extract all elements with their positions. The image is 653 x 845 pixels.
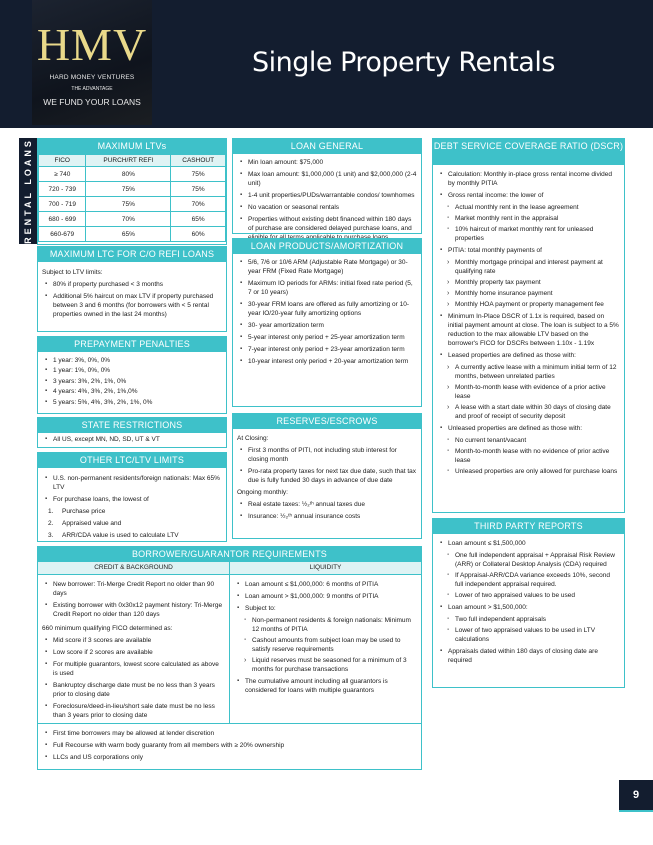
numbered-item	[42, 519, 222, 528]
logo-brand: HMV	[36, 19, 148, 70]
list-item: ▪ Maximum IO periods for ARMs: initial fixed rate period (5, 7 or 10 years)	[237, 279, 417, 297]
list-item: ▪ U.S. non-permanent residents/foreign nationals: Max 65% LTV	[42, 474, 222, 492]
list-item: ▪ For multiple guarantors, lowest score calculated as above is used	[42, 660, 225, 678]
sub-item: › Monthly HOA payment or property management fee	[437, 300, 620, 309]
list-item: ▪ 5-year interest only period + 25-year amortization term	[237, 333, 417, 342]
list-item: ▪ Additional 5% haircut on max LTV if property purchased between 3 and 6 months (for borrowers with < 5 rental properties owned in the last 24 months)	[42, 292, 222, 319]
borrower-footer	[38, 724, 421, 767]
numbered-text: Purchase price	[62, 508, 106, 515]
subheading: At Closing:	[237, 435, 269, 442]
section-title: MAXIMUM LTVs	[38, 139, 226, 154]
sub-item: › Monthly mortgage principal and interest payment at qualifying rate	[437, 258, 620, 276]
table-cell: 75%	[171, 167, 226, 182]
list-item: ▪ New borrower: Tri-Merge Credit Report no older than 90 days	[42, 580, 225, 598]
sub-item: ▪ Non-permanent residents & foreign nationals: Minimum 12 months of PITIA	[234, 616, 417, 634]
list-item: ▪ Bankruptcy discharge date must be no less than 3 years prior to closing date	[42, 681, 225, 699]
column-header: CASHOUT	[171, 155, 226, 167]
list-item: ▪ Existing borrower with 0x30x12 payment history: Tri-Merge Credit Report no older than 120 days	[42, 601, 225, 619]
sub-item: ▪ No current tenant/vacant	[437, 436, 620, 445]
other-limits-section	[37, 452, 227, 542]
numbered-text: Appraised value and	[62, 520, 122, 527]
table-row	[39, 227, 226, 242]
section-title: THIRD PARTY REPORTS	[433, 519, 624, 534]
max-ltvs-section	[37, 138, 227, 245]
ltv-table	[38, 154, 226, 242]
sub-item: › Monthly home insurance payment	[437, 289, 620, 298]
sub-item: ▪ Lower of two appraised values to be used in LTV calculations	[437, 626, 620, 644]
column-header: PURCH/RT REFI	[86, 155, 171, 167]
list-item: ▪ All US, except MN, ND, SD, UT & VT	[42, 435, 222, 444]
page-header	[0, 0, 653, 128]
table-row	[39, 212, 226, 227]
table-cell: 60%	[171, 227, 226, 242]
list-item: ▪ Loan amount ≤ $1,500,000	[437, 539, 620, 548]
sub-item: › A currently active lease with a minimum initial term of 12 months, between unrelated parties	[437, 363, 620, 381]
table-cell: 75%	[86, 182, 171, 197]
list-item: ▪ Unleased properties are defined as those with:	[437, 424, 620, 433]
sub-item: ▪ Lower of two appraised values to be used	[437, 591, 620, 600]
list-item: ▪ No vacation or seasonal rentals	[237, 203, 417, 212]
sub-item: › Monthly property tax payment	[437, 278, 620, 287]
page-title: Single Property Rentals	[252, 47, 555, 78]
list-item: ▪ Full Recourse with warm body guaranty from all members with ≥ 20% ownership	[42, 741, 417, 750]
reserves-section	[232, 413, 422, 539]
table-row	[39, 167, 226, 182]
sub-item: › A lease with a start date within 30 days of closing date and proof of receipt of security deposit	[437, 403, 620, 421]
liquidity-column	[230, 562, 421, 723]
sub-item: ▪ Actual monthly rent in the lease agreement	[437, 203, 620, 212]
logo-company: HARD MONEY VENTURES	[49, 74, 135, 81]
list-item: ▪ 80% if property purchased < 3 months	[42, 280, 222, 289]
sub-item: ▪ Cashout amounts from subject loan may be used to satisfy reserve requirements	[234, 636, 417, 654]
table-cell: 65%	[171, 212, 226, 227]
side-tab	[19, 138, 37, 244]
table-cell: 660-679	[39, 227, 86, 242]
max-ltc-section	[37, 246, 227, 332]
list-item: ▪ Minimum In-Place DSCR of 1.1x is required, based on initial payment amount at close. The loan is subject to a 5% reduction to the max allowable LTV based on the borrower's FICO for DSCRs between 1.10x - 1.19x	[437, 312, 620, 348]
table-cell: 680 - 699	[39, 212, 86, 227]
list-item: ▪ Loan amount > $1,500,000:	[437, 603, 620, 612]
list-item: ▪ Low score if 2 scores are available	[42, 648, 225, 657]
list-item: ▪ Appraisals dated within 180 days of closing date are required	[437, 647, 620, 665]
section-title: STATE RESTRICTIONS	[38, 418, 226, 433]
list-item: ▪ 5/6, 7/6 or 10/6 ARM (Adjustable Rate Mortgage) or 30-year FRM (Fixed Rate Mortgage)	[237, 258, 417, 276]
list-item: ▪ First time borrowers may be allowed at lender discretion	[42, 729, 417, 738]
list-item: ▪ 30-year FRM loans are offered as fully amortizing or 10-year IO/20-year fully amortizing options	[237, 300, 417, 318]
third-party-section	[432, 518, 625, 688]
subheading: 660 minimum qualifying FICO determined as:	[42, 625, 173, 632]
numbered-text: ARR/CDA value is used to calculate LTV	[62, 532, 179, 539]
list-item: ▪ PITIA: total monthly payments of	[437, 246, 620, 255]
section-title: PREPAYMENT PENALTIES	[38, 337, 226, 352]
list-item: ▪ First 3 months of PITI, not including stub interest for closing month	[237, 446, 417, 464]
list-item: ▪ 4 years: 4%, 3%, 2%, 1%,0%	[42, 387, 222, 396]
list-item: ▪ Min loan amount: $75,000	[237, 158, 417, 167]
list-item: ▪ 1 year: 1%, 0%, 0%	[42, 366, 222, 375]
dscr-section	[432, 138, 625, 513]
loan-products-section	[232, 238, 422, 407]
table-cell: 75%	[171, 182, 226, 197]
sub-item: ▪ Unleased properties are only allowed for purchase loans	[437, 467, 620, 476]
sub-item: ▪ If Appraisal-ARR/CDA variance exceeds 10%, second full independent appraisal required.	[437, 571, 620, 589]
section-title: OTHER LTC/LTV LIMITS	[38, 453, 226, 468]
table-cell: 70%	[86, 212, 171, 227]
list-item: ▪ Gross rental income: the lower of	[437, 191, 620, 200]
hmv-logo	[32, 0, 152, 125]
section-title: RESERVES/ESCROWS	[233, 414, 421, 429]
logo-slogan: WE FUND YOUR LOANS	[43, 97, 141, 107]
list-item: ▪ The cumulative amount including all guarantors is considered for loans with multiple guarantors	[234, 677, 417, 695]
list-item: ▪ 7-year interest only period + 23-year amortization term	[237, 345, 417, 354]
table-cell: 70%	[171, 197, 226, 212]
list-item: ▪ Loan amount ≤ $1,000,000: 6 months of PITIA	[234, 580, 417, 589]
intro-text: Subject to LTV limits:	[42, 269, 103, 276]
list-item: ▪ Calculation: Monthly in-place gross rental income divided by monthly PITIA	[437, 170, 620, 188]
section-title: LOAN PRODUCTS/AMORTIZATION	[233, 239, 421, 254]
table-cell: ≥ 740	[39, 167, 86, 182]
list-item: ▪ Properties without existing debt financed within 180 days of purchase are considered delayed purchase loans, and	[237, 215, 417, 242]
list-item: ▪ 30- year amortization term	[237, 321, 417, 330]
sub-item: ▪ 10% haircut of market monthly rent for unleased properties	[437, 225, 620, 243]
column-header: CREDIT & BACKGROUND	[38, 562, 229, 575]
numbered-item	[42, 507, 222, 516]
column-header: FICO	[39, 155, 86, 167]
list-item: ▪ Insurance: ½₂ᵗʰ annual insurance costs	[237, 512, 417, 521]
table-row	[39, 182, 226, 197]
list-item: ▪ Max loan amount: $1,000,000 (1 unit) and $2,000,000 (2-4 unit)	[237, 170, 417, 188]
sub-item: › Liquid reserves must be seasoned for a minimum of 3 months for purchase transactions	[234, 656, 417, 674]
sub-item: ▪ Two full independent appraisals	[437, 615, 620, 624]
list-item: ▪ Loan amount > $1,000,000: 9 months of PITIA	[234, 592, 417, 601]
table-row	[39, 197, 226, 212]
list-item: ▪ Subject to:	[234, 604, 417, 613]
list-item: ▪ For purchase loans, the lowest of	[42, 495, 222, 504]
list-item: ▪ Foreclosure/deed-in-lieu/short sale date must be no less than 3 years prior to closing date	[42, 702, 225, 720]
table-cell: 720 - 739	[39, 182, 86, 197]
list-item: ▪ 5 years: 5%, 4%, 3%, 2%, 1%, 0%	[42, 398, 222, 407]
subheading: Ongoing monthly:	[237, 489, 288, 496]
prepayment-section	[37, 336, 227, 414]
borrower-columns	[38, 562, 421, 724]
table-cell: 700 - 719	[39, 197, 86, 212]
section-title: BORROWER/GUARANTOR REQUIREMENTS	[38, 547, 421, 562]
section-title: MAXIMUM LTC FOR C/O REFI LOANS	[38, 247, 226, 262]
sub-item: › Month-to-month lease with evidence of a prior active lease	[437, 383, 620, 401]
list-item: ▪ Mid score if 3 scores are available	[42, 636, 225, 645]
sub-item: ▪ Month-to-month lease with no evidence of prior active lease	[437, 447, 620, 465]
section-title: LOAN GENERAL	[233, 139, 421, 154]
list-item: ▪ 10-year interest only period + 20-year amortization term	[237, 357, 417, 366]
list-item: ▪ 1-4 unit properties/PUDs/warrantable condos/ townhomes	[237, 191, 417, 200]
credit-column	[38, 562, 230, 723]
numbered-item	[42, 531, 222, 540]
side-tab-label: RENTAL LOANS	[23, 138, 33, 244]
sub-item: ▪ One full independent appraisal + Appraisal Risk Review (ARR) or Collateral Desktop Analysis (CDA) required	[437, 551, 620, 569]
logo-tagline: THE ADVANTAGE	[71, 86, 113, 92]
list-item: ▪ Pro-rata property taxes for next tax due date, such that tax due is fully funded 30 days in advance of due date	[237, 467, 417, 485]
page-number: 9	[619, 780, 653, 812]
table-cell: 75%	[86, 197, 171, 212]
table-cell: 80%	[86, 167, 171, 182]
list-item: ▪ Leased properties are defined as those with:	[437, 351, 620, 360]
borrower-section	[37, 546, 422, 770]
table-cell: 65%	[86, 227, 171, 242]
list-item: ▪ LLCs and US corporations only	[42, 753, 417, 762]
list-item: ▪ 1 year: 3%, 0%, 0%	[42, 356, 222, 365]
state-restrictions-section	[37, 417, 227, 448]
list-item: ▪ Real estate taxes: ½₂ᵗʰ annual taxes due	[237, 500, 417, 509]
column-header: LIQUIDITY	[230, 562, 421, 575]
sub-item: ▪ Market monthly rent in the appraisal	[437, 214, 620, 223]
list-item: ▪ 3 years: 3%, 2%, 1%, 0%	[42, 377, 222, 386]
loan-general-section	[232, 138, 422, 234]
section-title: DEBT SERVICE COVERAGE RATIO (DSCR)	[433, 139, 624, 165]
